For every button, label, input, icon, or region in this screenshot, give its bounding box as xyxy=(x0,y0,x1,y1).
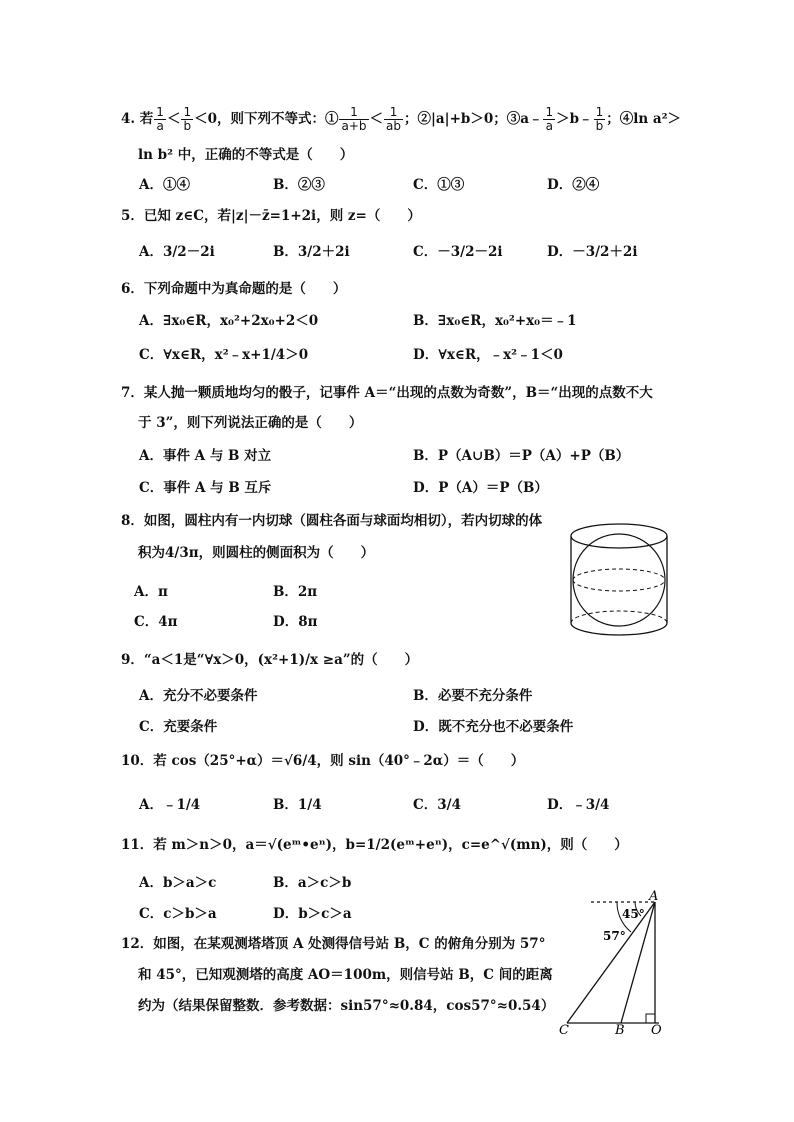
question-8-line-2: 积为4/3π，则圆柱的侧面积为（ ） xyxy=(138,545,375,561)
q11-option-b[interactable]: B．a＞c＞b xyxy=(273,875,352,891)
tower-figure xyxy=(555,886,675,1036)
label-c: C xyxy=(559,1023,569,1036)
cylinder-figure xyxy=(567,520,671,638)
q6-option-c[interactable]: C．∀x∈R，x²﹣x+1/4＞0 xyxy=(139,347,309,363)
q11-option-a[interactable]: A．b＞a＞c xyxy=(139,875,217,891)
question-7-line-1: 7．某人抛一颗质地均匀的骰子，记事件 A＝“出现的点数为奇数”，B＝“出现的点数不大 xyxy=(121,385,653,401)
q10-option-b[interactable]: B．1/4 xyxy=(273,797,322,813)
q10-option-c[interactable]: C．3/4 xyxy=(413,797,461,813)
q7-option-b[interactable]: B．P（A∪B）＝P（A）+P（B） xyxy=(413,448,630,464)
q8-option-b[interactable]: B．2π xyxy=(273,584,318,600)
question-7-line-2: 于 3”，则下列说法正确的是（ ） xyxy=(138,415,363,431)
q9-option-b[interactable]: B．必要不充分条件 xyxy=(413,688,533,704)
q5-option-d[interactable]: D．－3/2＋2i xyxy=(547,244,638,260)
label-o: O xyxy=(651,1023,662,1036)
question-12-line-1: 12．如图，在某观测塔塔顶 A 处测得信号站 B，C 的俯角分别为 57° xyxy=(121,936,546,952)
question-4-line-1: 4. 若 $\frac{1}{a}$ ＜ $\frac{1}{b}$ ＜0，则下列不等式：① $\frac{1}{a+b}$ ＜ $\frac{1}{ab}$ ；②|a|+b＞0；③a﹣ $\frac{1}{a}$ ＞b﹣ $\frac{1}{b}$ ；④ln a²＞ xyxy=(121,105,682,133)
angle-57: 57° xyxy=(603,929,626,943)
q5-option-a[interactable]: A．3/2－2i xyxy=(139,244,215,260)
question-11-stem: 11．若 m＞n＞0，a＝√(eᵐ•eⁿ)，b=1/2(eᵐ+eⁿ)，c=e^√(mn)，则（ ） xyxy=(121,837,628,853)
question-6-stem: 6．下列命题中为真命题的是（ ） xyxy=(121,281,347,297)
question-8-line-1: 8．如图，圆柱内有一内切球（圆柱各面与球面均相切），若内切球的体 xyxy=(121,513,543,529)
q5-option-c[interactable]: C．－3/2－2i xyxy=(413,244,503,260)
q5-option-b[interactable]: B．3/2＋2i xyxy=(273,244,350,260)
q4-option-b[interactable]: B．②③ xyxy=(273,177,325,193)
q9-option-d[interactable]: D．既不充分也不必要条件 xyxy=(413,719,574,735)
question-12-line-3: 约为（结果保留整数．参考数据：sin57°≈0.84，cos57°≈0.54） xyxy=(138,998,555,1014)
question-12-line-2: 和 45°，已知观测塔的高度 AO＝100m，则信号站 B，C 间的距离 xyxy=(138,967,553,983)
label-a: A xyxy=(649,889,659,904)
q7-option-a[interactable]: A．事件 A 与 B 对立 xyxy=(139,448,272,464)
q7-option-d[interactable]: D．P（A）＝P（B） xyxy=(413,480,548,496)
q10-option-a[interactable]: A．﹣1/4 xyxy=(139,797,201,813)
question-9-stem: 9．“a＜1是“∀x＞0，(x²+1)/x ≥a”的（ ） xyxy=(121,652,419,668)
q10-option-d[interactable]: D．﹣3/4 xyxy=(547,797,610,813)
q6-option-b[interactable]: B．∃x₀∈R，x₀²+x₀＝﹣1 xyxy=(413,313,577,329)
question-10-stem: 10．若 cos（25°+α）＝√6/4，则 sin（40°﹣2α）＝（ ） xyxy=(121,753,525,769)
q4-option-d[interactable]: D．②④ xyxy=(547,177,600,193)
question-4-line-2: ln b² 中，正确的不等式是（ ） xyxy=(138,147,354,163)
q11-option-c[interactable]: C．c＞b＞a xyxy=(139,906,217,922)
q4-option-c[interactable]: C．①③ xyxy=(413,177,465,193)
question-5-stem: 5．已知 z∈C，若|z|－z̄=1+2i，则 z=（ ） xyxy=(121,208,421,224)
label-b: B xyxy=(615,1023,625,1036)
angle-45: 45° xyxy=(622,907,645,921)
q4-option-a[interactable]: A．①④ xyxy=(139,177,190,193)
q9-option-a[interactable]: A．充分不必要条件 xyxy=(139,688,258,704)
q8-option-c[interactable]: C．4π xyxy=(134,614,178,630)
q8-option-d[interactable]: D．8π xyxy=(273,614,318,630)
q11-option-d[interactable]: D．b＞c＞a xyxy=(273,906,352,922)
q9-option-c[interactable]: C．充要条件 xyxy=(139,719,218,735)
q7-option-c[interactable]: C．事件 A 与 B 互斥 xyxy=(139,480,272,496)
q6-option-d[interactable]: D．∀x∈R，﹣x²﹣1＜0 xyxy=(413,347,563,363)
q6-option-a[interactable]: A．∃x₀∈R，x₀²+2x₀+2＜0 xyxy=(139,313,319,329)
q8-option-a[interactable]: A．π xyxy=(134,584,168,600)
